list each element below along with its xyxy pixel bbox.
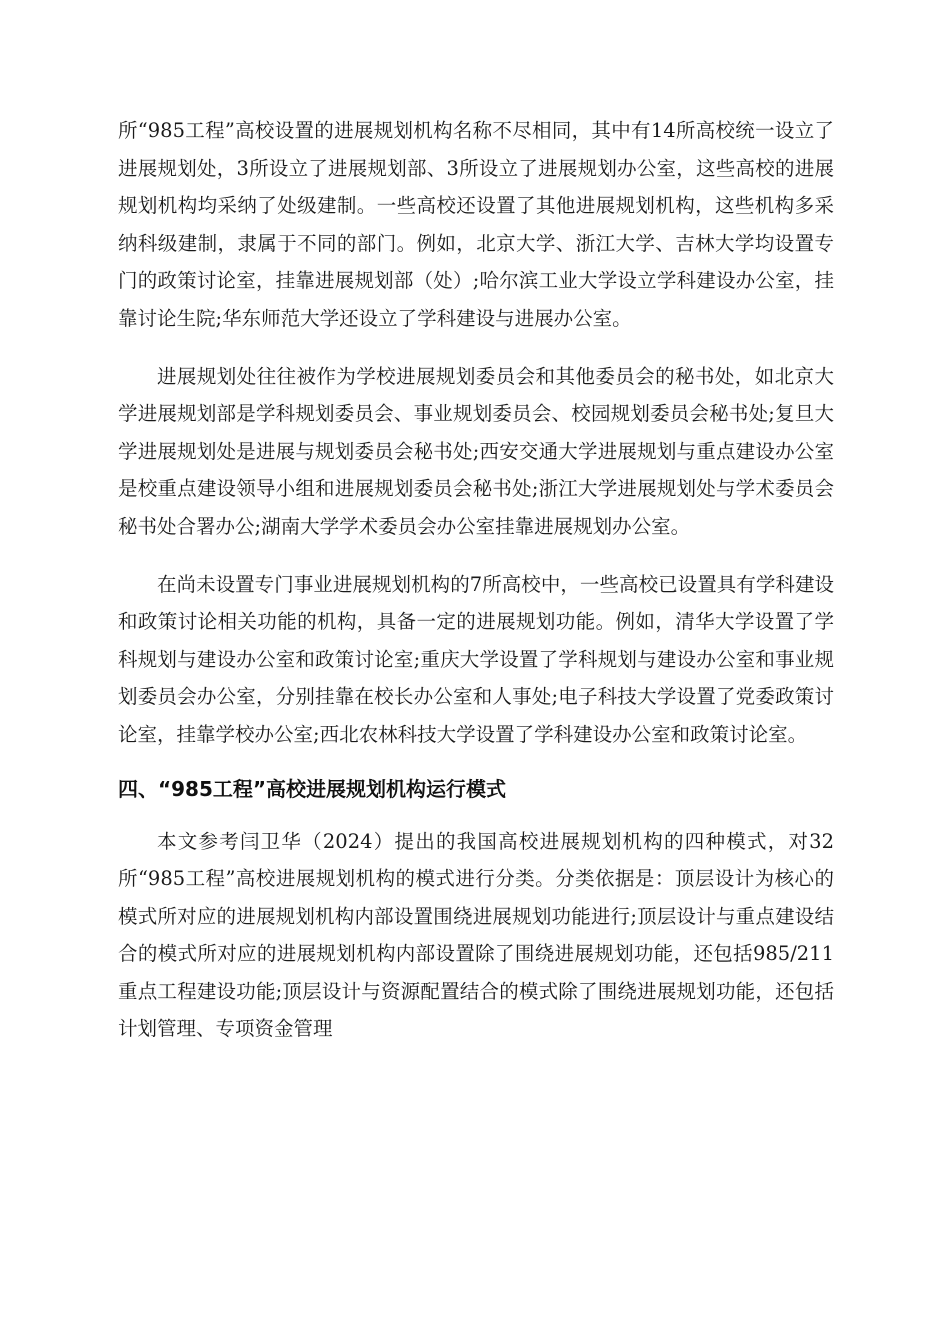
section-heading: 四、“985工程”高校进展规划机构运行模式 xyxy=(118,776,507,801)
paragraph-2: 进展规划处往往被作为学校进展规划委员会和其他委员会的秘书处，如北京大学进展规划部是学科规划委员会、事业规划委员会、校园规划委员会秘书处;复旦大学进展规划处是进展与规划委员会秘书处;西安交通大学进展规划与重点建设办公室是校重点建设领导小组和进展规划委员会秘书处;浙江大学进展规划处与学术委员会秘书处合署办公;湖南大学学术委员会办公室挂靠进展规划办公室。 xyxy=(118,364,834,538)
paragraph-4: 本文参考闫卫华（2024）提出的我国高校进展规划机构的四种模式，对32所“985工程”高校进展规划机构的模式进行分类。分类依据是：顶层设计为核心的模式所对应的进展规划机构内部设置围绕进展规划功能进行;顶层设计与重点建设结合的模式所对应的进展规划机构内部设置除了围绕进展规划功能，还包括985/211重点工程建设功能;顶层设计与资源配置结合的模式除了围绕进展规划功能，还包括计划管理、专项资金管理 xyxy=(118,829,834,1041)
paragraph-1: 所“985工程”高校设置的进展规划机构名称不尽相同，其中有14所高校统一设立了进展规划处，3所设立了进展规划部、3所设立了进展规划办公室，这些高校的进展规划机构均采纳了处级建制。一些高校还设置了其他进展规划机构，这些机构多采纳科级建制，隶属于不同的部门。例如，北京大学、浙江大学、吉林大学均设置专门的政策讨论室，挂靠进展规划部（处）;哈尔滨工业大学设立学科建设办公室，挂靠讨论生院;华东师范大学还设立了学科建设与进展办公室。 xyxy=(118,119,834,330)
document-page xyxy=(118,112,834,1048)
paragraph-3: 在尚未设置专门事业进展规划机构的7所高校中，一些高校已设置具有学科建设和政策讨论相关功能的机构，具备一定的进展规划功能。例如，清华大学设置了学科规划与建设办公室和政策讨论室;重庆大学设置了学科规划与建设办公室和事业规划委员会办公室，分别挂靠在校长办公室和人事处;电子科技大学设置了党委政策讨论室，挂靠学校办公室;西北农林科技大学设置了学科建设办公室和政策讨论室。 xyxy=(118,572,834,746)
